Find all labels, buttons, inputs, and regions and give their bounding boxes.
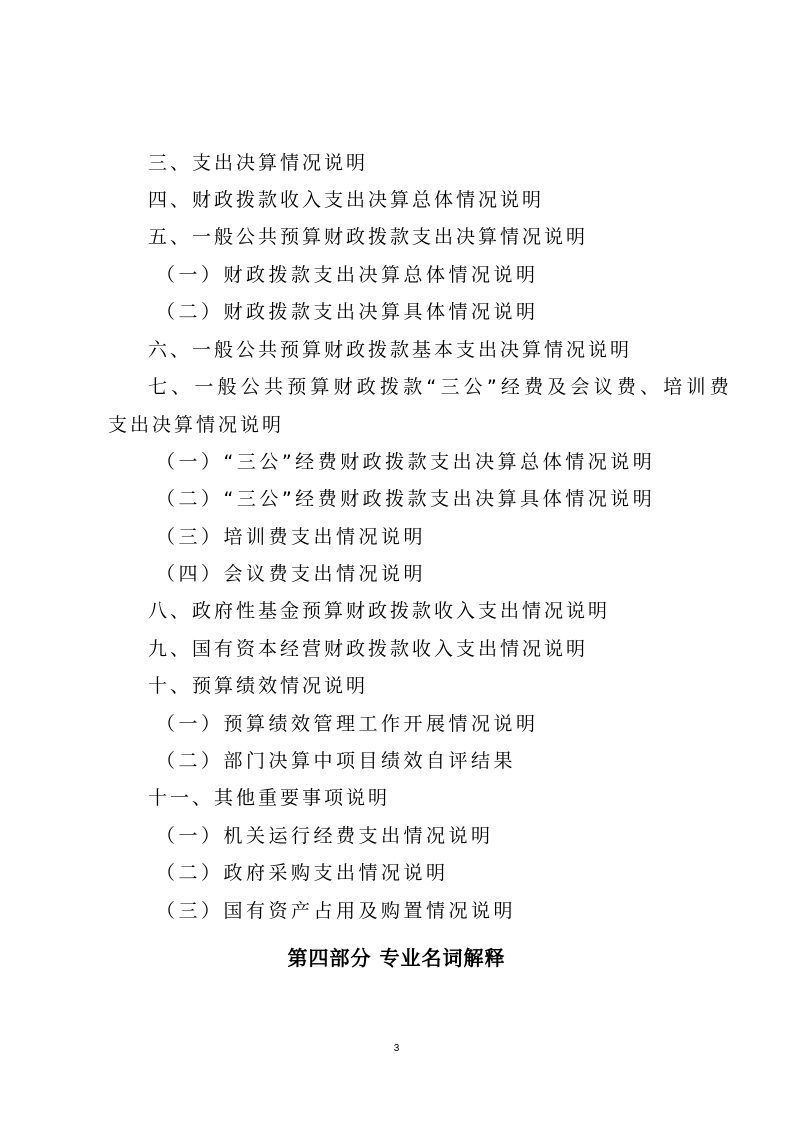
toc-subitem-self-evaluation: （二）部门决算中项目绩效自评结果 (156, 750, 517, 772)
toc-subitem-meeting: （四）会议费支出情况说明 (156, 563, 427, 585)
toc-item-basic-expenditure: 六、一般公共预算财政拨款基本支出决算情况说明 (148, 339, 633, 361)
toc-subitem-performance-management: （一）预算绩效管理工作开展情况说明 (156, 713, 539, 735)
toc-subitem-state-assets: （三）国有资产占用及购置情况说明 (156, 900, 517, 922)
toc-subitem-three-public-overall: （一）“三公”经费财政拨款支出决算总体情况说明 (156, 451, 656, 473)
toc-item-state-capital: 九、国有资本经营财政拨款收入支出情况说明 (148, 638, 589, 660)
toc-item-expenditure: 三、支出决算情况说明 (148, 152, 369, 174)
section-heading: 第四部分 专业名词解释 (287, 946, 506, 970)
toc-subitem-operating-expenses: （一）机关运行经费支出情况说明 (156, 825, 494, 847)
toc-item-other-matters: 十一、其他重要事项说明 (148, 787, 391, 809)
toc-subitem-training: （三）培训费支出情况说明 (156, 526, 427, 548)
page-number: 3 (393, 1043, 400, 1054)
toc-item-three-public-continued: 支出决算情况说明 (108, 414, 285, 436)
toc-subitem-specific: （二）财政拨款支出决算具体情况说明 (156, 301, 539, 323)
toc-item-three-public: 七、一般公共预算财政拨款“三公”经费及会议费、培训费 (148, 376, 733, 398)
toc-subitem-procurement: （二）政府采购支出情况说明 (156, 862, 449, 884)
toc-item-general-budget-expenditure: 五、一般公共预算财政拨款支出决算情况说明 (148, 226, 589, 248)
toc-item-government-fund: 八、政府性基金预算财政拨款收入支出情况说明 (148, 600, 611, 622)
toc-subitem-three-public-specific: （二）“三公”经费财政拨款支出决算具体情况说明 (156, 488, 656, 510)
toc-item-performance: 十、预算绩效情况说明 (148, 675, 369, 697)
toc-item-fiscal-revenue-expenditure: 四、财政拨款收入支出决算总体情况说明 (148, 189, 545, 211)
toc-subitem-overall: （一）财政拨款支出决算总体情况说明 (156, 264, 539, 286)
